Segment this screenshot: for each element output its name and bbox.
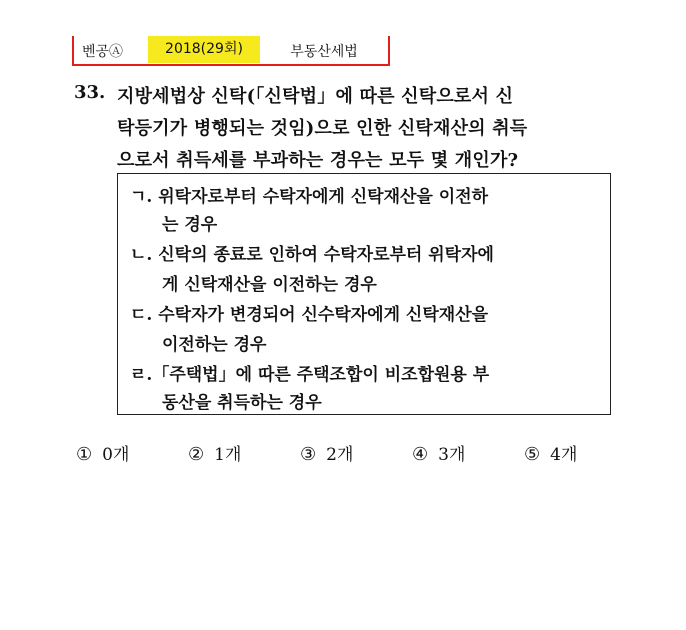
answer-choices <box>76 440 616 466</box>
item-b-line-1: ㄴ. 신탁의 종료로 인하여 수탁자로부터 위탁자에 <box>130 245 494 265</box>
choice-1[interactable] <box>76 440 129 465</box>
choice-5-mark: ⑤ <box>524 444 541 465</box>
choice-5-text: 4개 <box>550 445 578 465</box>
choice-2-mark: ② <box>188 444 205 465</box>
item-d-line-1: ㄹ.「주택법」에 따른 주택조합이 비조합원용 부 <box>130 365 490 385</box>
question-text-line-2: 탁등기가 병행되는 것임)으로 인한 신탁재산의 취득 <box>117 118 528 139</box>
choice-3[interactable] <box>300 440 353 465</box>
tag-year: 2018(29회) <box>148 36 260 63</box>
choice-3-text: 2개 <box>326 445 354 465</box>
question-text-line-1: 지방세법상 신탁(「신탁법」에 따른 신탁으로서 신 <box>117 86 514 107</box>
tag-divider-left <box>72 36 74 64</box>
question-text-line-3: 으로서 취득세를 부과하는 경우는 모두 몇 개인가? <box>117 150 519 171</box>
tag-divider-right <box>388 36 390 64</box>
choice-5[interactable] <box>524 440 577 465</box>
choice-4-mark: ④ <box>412 444 429 465</box>
item-c-line-2: 이전하는 경우 <box>162 335 267 355</box>
choice-4-text: 3개 <box>438 445 466 465</box>
tag-subject: 벤공Ⓐ <box>82 44 124 60</box>
item-c-line-1: ㄷ. 수탁자가 변경되어 신수탁자에게 신탁재산을 <box>130 305 489 325</box>
item-a-line-2: 는 경우 <box>162 215 218 235</box>
tag-topic: 부동산세법 <box>290 44 358 60</box>
question-number: 33. <box>74 82 106 103</box>
choice-4[interactable] <box>412 440 465 465</box>
item-a-line-1: ㄱ. 위탁자로부터 수탁자에게 신탁재산을 이전하 <box>130 187 489 207</box>
item-b-line-2: 게 신탁재산을 이전하는 경우 <box>162 275 377 295</box>
choice-2[interactable] <box>188 440 241 465</box>
choice-3-mark: ③ <box>300 444 317 465</box>
exam-tag-bar <box>72 36 390 66</box>
items-box <box>117 173 611 415</box>
item-d-line-2: 동산을 취득하는 경우 <box>162 393 322 413</box>
choice-2-text: 1개 <box>214 445 242 465</box>
choice-1-mark: ① <box>76 444 93 465</box>
choice-1-text: 0개 <box>102 445 130 465</box>
